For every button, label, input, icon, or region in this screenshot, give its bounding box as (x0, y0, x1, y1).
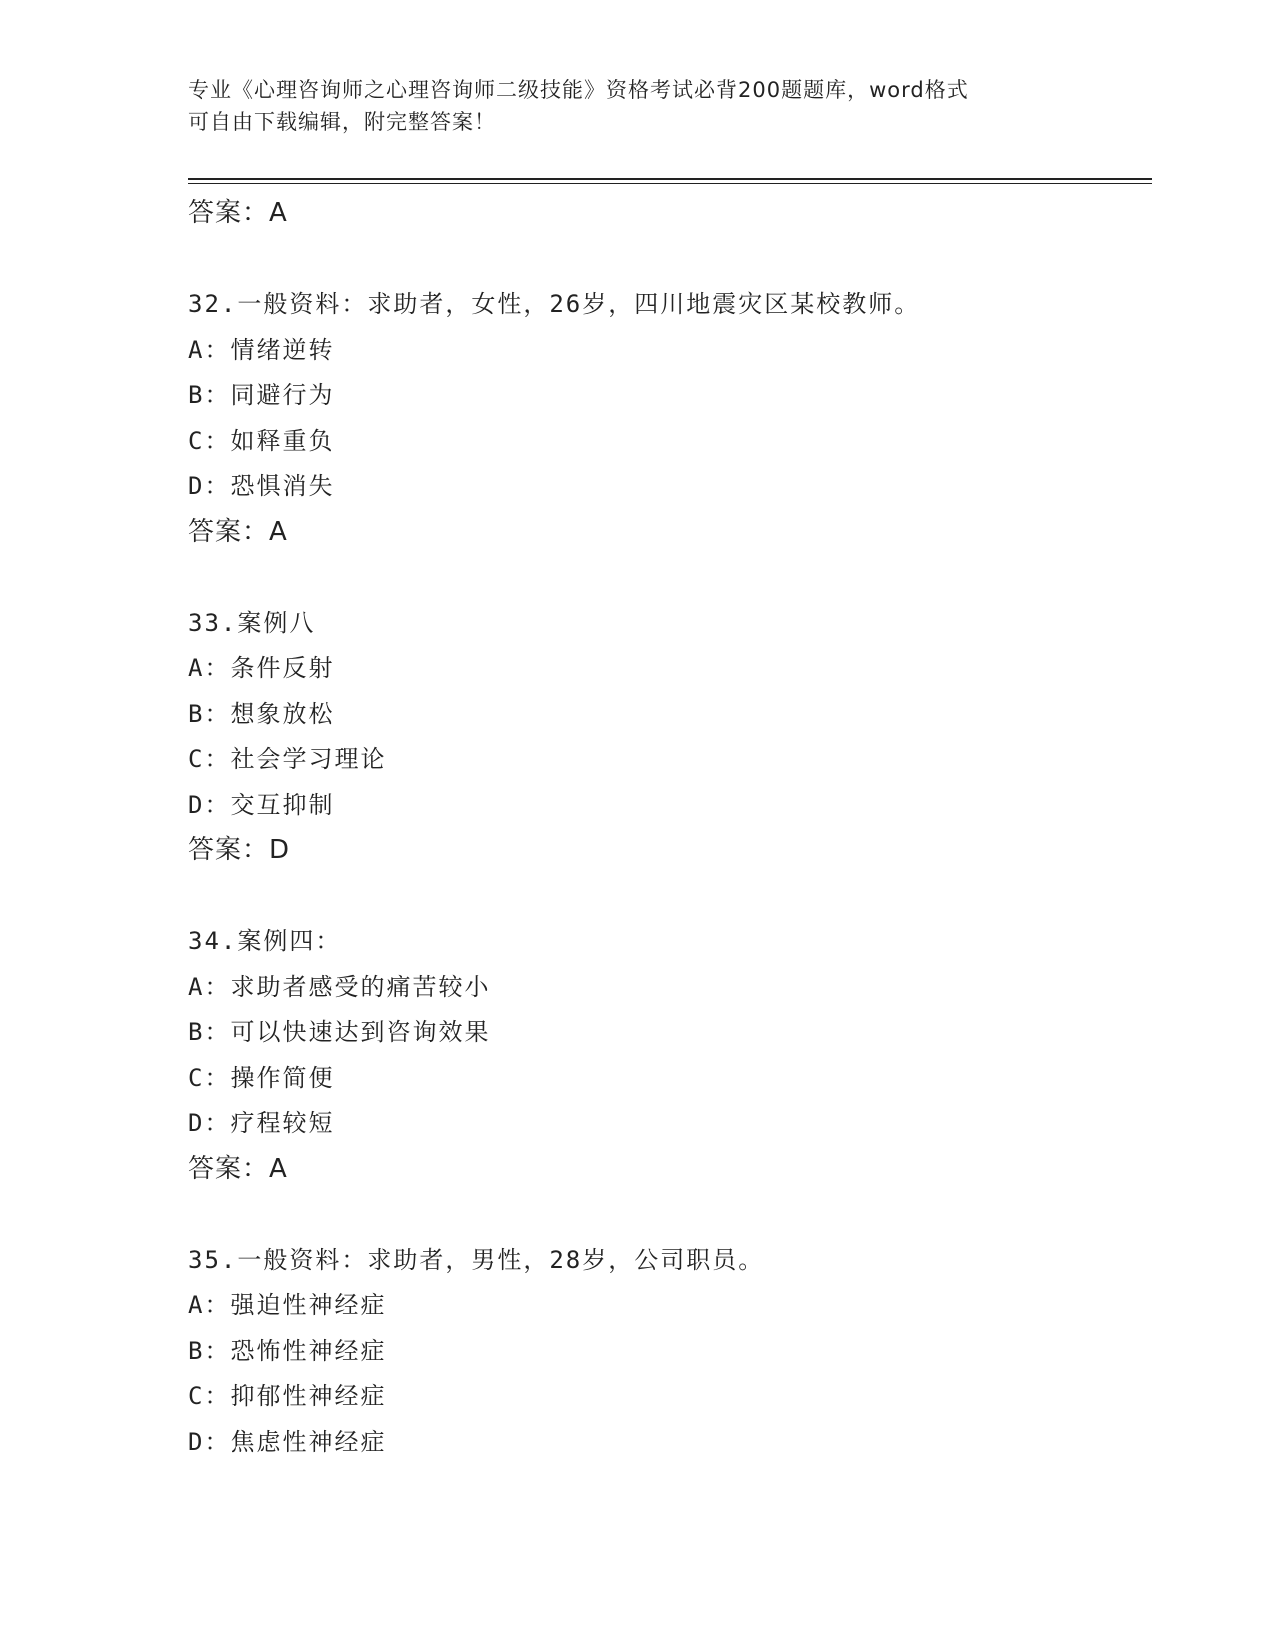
option-d: D：焦虑性神经症 (188, 1427, 387, 1456)
header-divider-thin (188, 183, 1152, 184)
header-divider-thick (188, 178, 1152, 180)
answer-line: 答案：D (188, 835, 291, 865)
question-block (188, 282, 1152, 555)
question-block (188, 1238, 1152, 1466)
question-stem: 34.案例四： (188, 927, 342, 955)
option-d: D：疗程较短 (188, 1109, 335, 1137)
option-a: A：条件反射 (188, 654, 335, 682)
question-block (188, 919, 1152, 1192)
option-a: A：强迫性神经症 (188, 1291, 387, 1319)
spacer (188, 874, 1152, 920)
answer-line: 答案：A (188, 1153, 288, 1184)
option-c: C：社会学习理论 (188, 745, 387, 773)
spacer (188, 555, 1152, 601)
option-c: C：如释重负 (188, 426, 335, 455)
option-b: B：可以快速达到咨询效果 (188, 1018, 491, 1046)
question-block (188, 601, 1152, 874)
option-a: A：情绪逆转 (188, 335, 335, 364)
question-stem: 33.案例八 (188, 608, 316, 637)
answer-line: 答案：A (188, 198, 288, 228)
option-b: B：想象放松 (188, 699, 335, 728)
option-c: C：抑郁性神经症 (188, 1382, 387, 1410)
header-line-2: 可自由下载编辑，附完整答案！ (188, 110, 496, 134)
option-b: B：恐怖性神经症 (188, 1336, 387, 1365)
option-d: D：恐惧消失 (188, 472, 335, 500)
question-stem: 32.一般资料：求助者，女性，26岁，四川地震灾区某校教师。 (188, 290, 921, 318)
option-b: B：同避行为 (188, 381, 335, 409)
spacer (188, 1192, 1152, 1238)
header-line-1: 专业《心理咨询师之心理咨询师二级技能》资格考试必背200题题库，word格式 (188, 78, 969, 102)
page-header (188, 74, 1068, 138)
option-d: D：交互抑制 (188, 790, 335, 819)
document-body (188, 191, 1152, 1465)
spacer (188, 237, 1152, 283)
question-stem: 35.一般资料：求助者，男性，28岁，公司职员。 (188, 1245, 765, 1274)
option-c: C：操作简便 (188, 1063, 335, 1092)
answer-line: 答案：A (188, 516, 288, 547)
option-a: A：求助者感受的痛苦较小 (188, 972, 491, 1001)
